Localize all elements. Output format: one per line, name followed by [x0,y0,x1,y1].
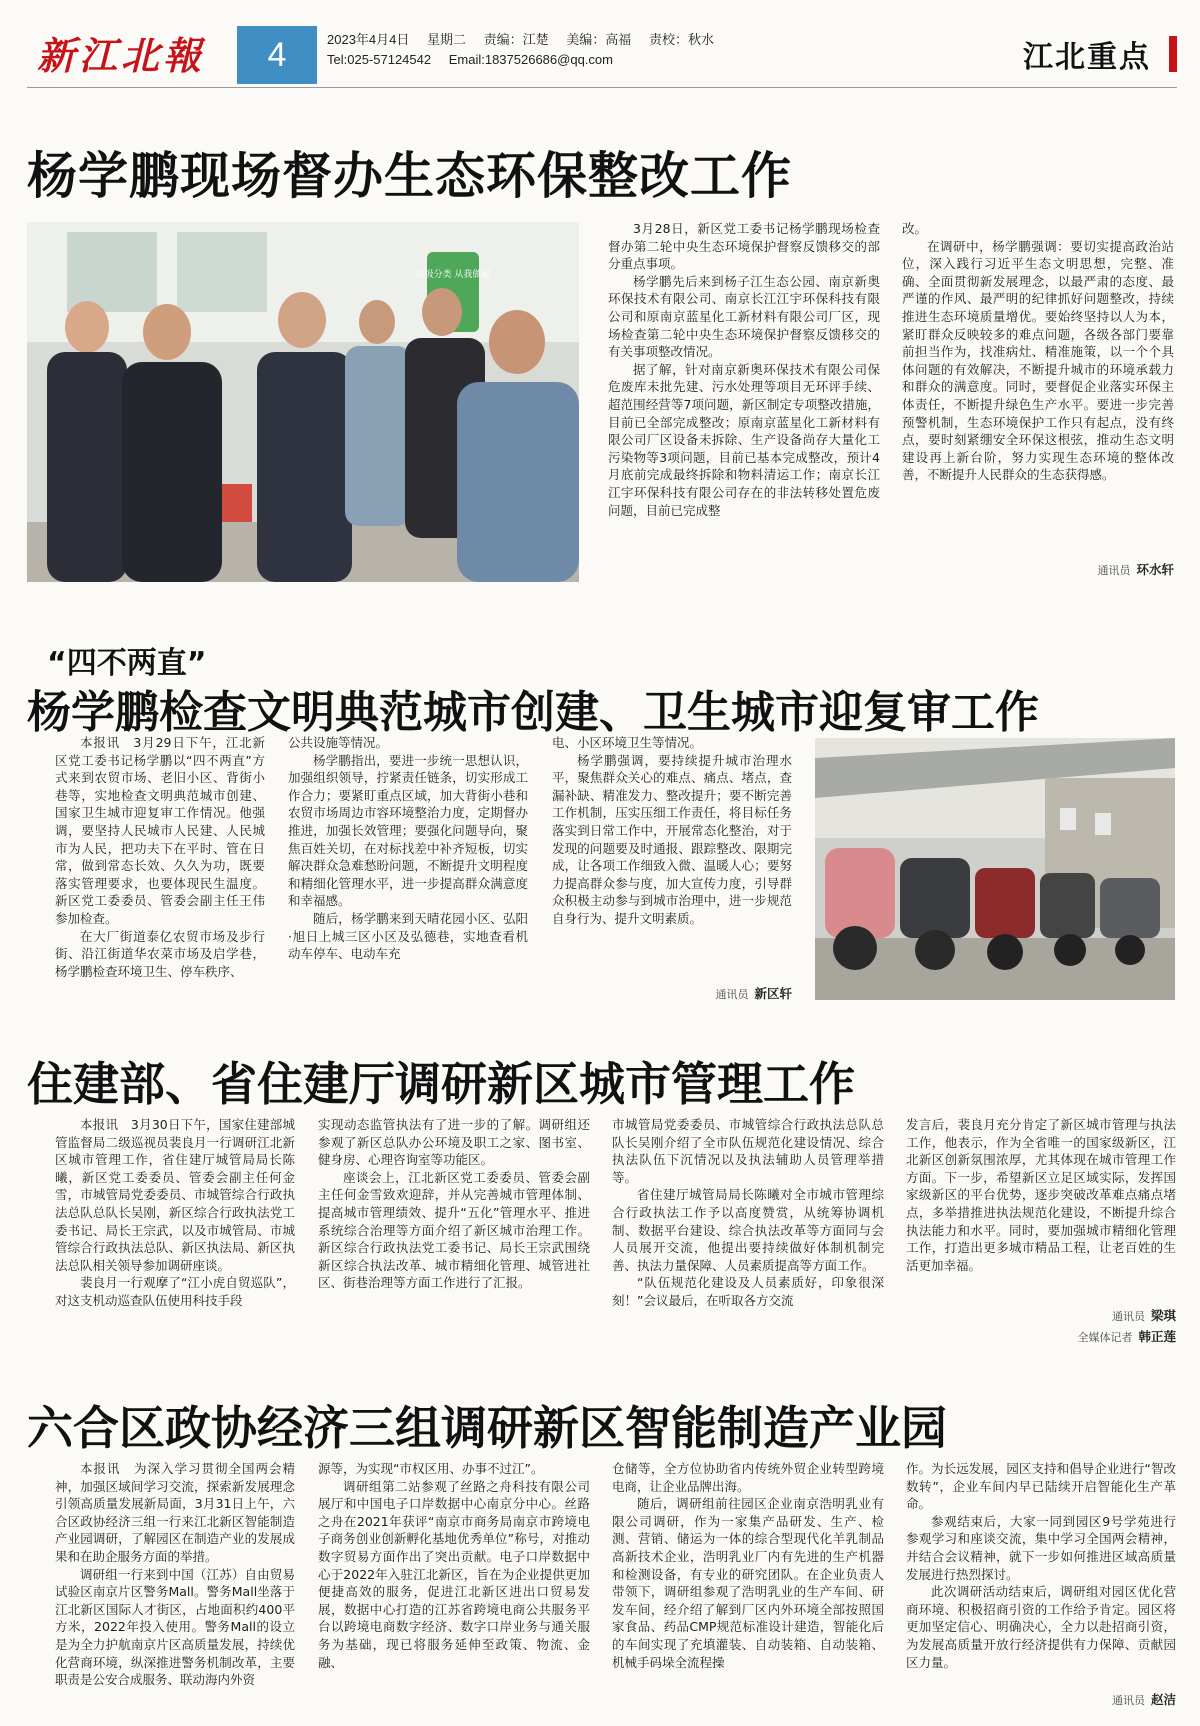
telephone: Tel:025-57124542 [327,52,432,67]
article2-kicker: “四不两直” [47,646,207,681]
designer: 美编：高福 [566,32,632,47]
article1-title: 杨学鹏现场督办生态环保整改工作 [27,147,792,205]
article4-column-1: 本报讯 为深入学习贯彻全国两会精神，加强区域间学习交流，探索新发展理念引领高质量发展新局面，3月31日上午，六合区政协经济三组一行来江北新区智能制造产业园调研，了解园区在制造产业的发展成果和在助企服务方面的举措。 调研组一行来到中国（江苏）自由贸易试验区南京片区警务Mall。警务Mall坐落于江北新区国际人才街区，占地面积约400平方米，2022年投入使用。警务Mall的设立是为全力护航南京片区高质量发展，持续优化营商环境，纵深推进警务机制改革，主要职责是公安合成服务、联动海内外资 [55,1461,295,1688]
article3-column-1: 本报讯 3月30日下午，国家住建部城管监督局二级巡视员裴良月一行调研江北新区城市管理工作，省住建厅城管局局长陈曦，新区党工委委员、管委会副主任何金雪，市城管局党委委员、市城管综合行政执法总队总队长吴刚，新区综合行政执法党工委书记、局长王宗武，以及市城管局、市城管综合行政执法总队、新区执法局、新区执法总队相关领导参加调研座谈。 裴良月一行观摩了“江小虎自贸巡队”，对这支机动巡查队伍使用科技手段 [55,1117,295,1308]
article2-photo [815,738,1175,1000]
issue-date: 2023年4月4日 [327,32,410,47]
article2-byline: 通讯员 新区轩 [715,986,792,1001]
article3-title: 住建部、省住建厅调研新区城市管理工作 [27,1057,855,1111]
article4-column-4: 作。为长远发展，园区支持和倡导企业进行“智改数转”，企业车间内早已陆续开启智能化生产革命。 参观结束后，大家一同到园区9号学苑进行参观学习和座谈交流，集中学习全国两会精神，并结合会议精神，就下一步如何推进区域高质量发展进行热烈探讨。 此次调研活动结束后，调研组对园区优化营商环境、积极招商引资的工作给予肯定。园区将更加坚定信心、明确决心，全力以赴招商引资，为发展高质量开放行经济提供有力保障、贡献园区力量。 [906,1461,1176,1670]
article1-photo [27,222,579,582]
section-bar [1169,36,1177,72]
article3-column-3: 市城管局党委委员、市城管综合行政执法总队总队长吴刚介绍了全市队伍规范化建设情况、综合执法队伍下沉情况以及执法辅助人员管理举措等。 省住建厅城管局局长陈曦对全市城市管理综合行政执法工作予以高度赞赏，从统筹协调机制、数据平台建设、综合执法改革等方面同与会人员展开交流，他提出要持续做好体制机制完善、执法力量保障、人员素质提高等方面工作。 “队伍规范化建设及人员素质好，印象很深刻！”会议最后，在听取各方交流 [612,1117,884,1308]
article4-byline: 通讯员 赵洁 [1111,1692,1176,1707]
article4-title: 六合区政协经济三组调研新区智能制造产业园 [27,1401,947,1455]
article3-column-2: 实现动态监管执法有了进一步的了解。调研组还参观了新区总队办公环境及职工之家、图书室、健身房、心理咨询室等功能区。 座谈会上，江北新区党工委委员、管委会副主任何金雪致欢迎辞，并从完善城市管理体制、提高城市管理绩效、提升“五化”管理水平、推进系统综合治理等方面介绍了新区城市治理工作。新区综合行政执法党工委书记、局长王宗武围绕新区综合执法改革、城市精细化管理、城管进社区、街巷治理等方面工作进行了汇报。 [318,1117,590,1291]
article4-column-3: 仓储等，全方位协助省内传统外贸企业转型跨境电商，让企业品牌出海。 随后，调研组前往园区企业南京浩明乳业有限公司调研，作为一家集产品研发、生产、检测、营销、储运为一体的综合型现代化羊乳制品高新技术企业，浩明乳业厂内有先进的生产机器和检测设备，有专业的研究团队。在企业负责人带领下，调研组参观了浩明乳业的生产车间、研发车间，经介绍了解到厂区内外环境全部按照国家食品、药品CMP规范标准设计建造，智能化后的车间实现了充填灌装、自动装箱、自动装箱、机械手码垛全流程操 [612,1461,884,1670]
article2-title: 杨学鹏检查文明典范城市创建、卫生城市迎复审工作 [27,687,1039,738]
issue-weekday: 星期二 [427,32,467,47]
article3-column-4: 发言后，裴良月充分肯定了新区城市管理与执法工作，他表示，作为全省唯一的国家级新区，江北新区创新氛围浓厚，尤其体现在城市管理工作方面。下一步，希望新区立足区域实际，发挥国家级新区的平台优势，逐步突破改革难点痛点堵点，多举措推进执法规范化建设，不断提升综合执法能力和水平。同时，要加强城市精细化管理工作，打造出更多城市精品工程，让老百姓的生活更加幸福。 [906,1117,1176,1273]
masthead [27,22,1177,88]
article2-column-1: 本报讯 3月29日下午，江北新区党工委书记杨学鹏以“四不两直”方式来到农贸市场、老旧小区、背街小巷等，实地检查文明典范城市创建、国家卫生城市迎复审工作情况。他强调，要坚持人民城市人民建、人民城市为人民，把功夫下在平时、管在日常，做到常态长效、久久为功，既要落实管理要求，也要体现民生温度。新区党工委委员、管委会副主任王伟参加检查。 在大厂街道泰亿农贸市场及步行街、沿江街道华农菜市场及启学巷，杨学鹏检查环境卫生、停车秩序、 [55,735,265,979]
proofreader: 责校：秋水 [648,32,714,47]
article1-column-1: 3月28日，新区党工委书记杨学鹏现场检查督办第二轮中央生态环境保护督察反馈移交的部分重点事项。 杨学鹏先后来到杨子江生态公园、南京新奥环保技术有限公司、南京长江江宇环保科技有限公司和原南京蓝星化工新材料有限公司厂区，现场检查第二轮中央生态环境保护督察反馈移交的有关事项整改情况。 据了解，针对南京新奥环保技术有限公司保危废库未批先建、污水处理等项目无环评手续、超范围经营等7项问题，新区制定专项整改措施，目前已全部完成整改；原南京蓝星化工新材料有限公司厂区设备未拆除、生产设备尚存大量化工污染物等3项问题，目前已基本完成整改，预计4月底前完成最终拆除和物料清运工作；南京长江江宇环保科技有限公司存在的非法转移处置危废问题，目前已完成整 [608,221,880,518]
article1-byline: 通讯员 环水轩 [1097,562,1174,577]
page-number: 4 [237,26,317,84]
editor: 责编：江楚 [483,32,549,47]
article3-byline: 通讯员 梁琪 全媒体记者 韩正莲 [1077,1308,1176,1344]
photo-sign-text: 垃圾分类 从我做起 [415,270,491,280]
article1-column-2: 改。 在调研中，杨学鹏强调：要切实提高政治站位，深入践行习近平生态文明思想，完整、准确、全面贯彻新发展理念，以最严肃的态度、最严谨的作风、最严明的纪律抓好问题整改，持续推进生态环境质量增优。要始终坚持以人为本，紧盯群众反映较多的难点问题，各级各部门要靠前担当作为，找准病灶、精准施策，以一个个具体问题的有效解决，不断提升城市的环境承载力和群众的满意度。同时，要督促企业落实环保主体责任，不断提升绿色生产水平。要进一步完善预警机制，生态环境保护工作只有起点，没有终点，要时刻紧绷安全环保这根弦，推动生态文明建设再上新台阶，努力实现生态环境的整体改善，不断提升人民群众的生态获得感。 [902,221,1174,483]
article2-column-2: 公共设施等情况。 杨学鹏指出，要进一步统一思想认识，加强组织领导，拧紧责任链条，切实形成工作合力；要紧盯重点区域，加大背街小巷和农贸市场周边市容环境整治力度，定期督办推进，加强长效管理；要强化问题导向，聚焦百姓关切，在对标找差中补齐短板，切实解决群众急难愁盼问题，不断提升文明程度和精细化管理水平，进一步提高群众满意度和幸福感。 随后，杨学鹏来到天晴花园小区、弘阳·旭日上城三区小区及弘德巷，实地查看机动车停车、电动车充 [288,735,528,962]
article4-column-2: 源等，为实现“市权区用、办事不过江”。 调研组第二站参观了丝路之舟科技有限公司展厅和中国电子口岸数据中心南京分中心。丝路之舟在2021年获评“南京市商务局南京市跨境电子商务创业创新孵化基地优秀单位”称号，对推动数字贸易方面作出了突出贡献。电子口岸数据中心于2022年入驻江北新区，旨在为企业提供更加便捷高效的服务，促进江北新区进出口贸易发展，数据中心打造的江苏省跨境电商公共服务平台以跨境电商数字经济、数字口岸业务与通关服务为基础，现已将服务延伸至政策、物流、金融、 [318,1461,590,1670]
email: Email:1837526686@qq.com [448,52,613,67]
issue-meta [327,30,728,70]
article2-column-3: 电、小区环境卫生等情况。 杨学鹏强调，要持续提升城市治理水平，聚焦群众关心的难点、痛点、堵点，查漏补缺、精准发力、整改提升；要不断完善工作机制，压实压细工作责任，将目标任务落实到日常工作中，开展常态化整治，对于发现的问题要及时通报、跟踪整改、限期完成，让各项工作细致入微、温暖人心；要努力提高群众参与度，加大宣传力度，引导群众积极主动参与到城市治理中，进一步规范自身行为、提升文明素质。 [552,735,792,926]
newspaper-logo: 新江北報 [37,33,206,78]
section-label: 江北重点 [1023,40,1151,75]
